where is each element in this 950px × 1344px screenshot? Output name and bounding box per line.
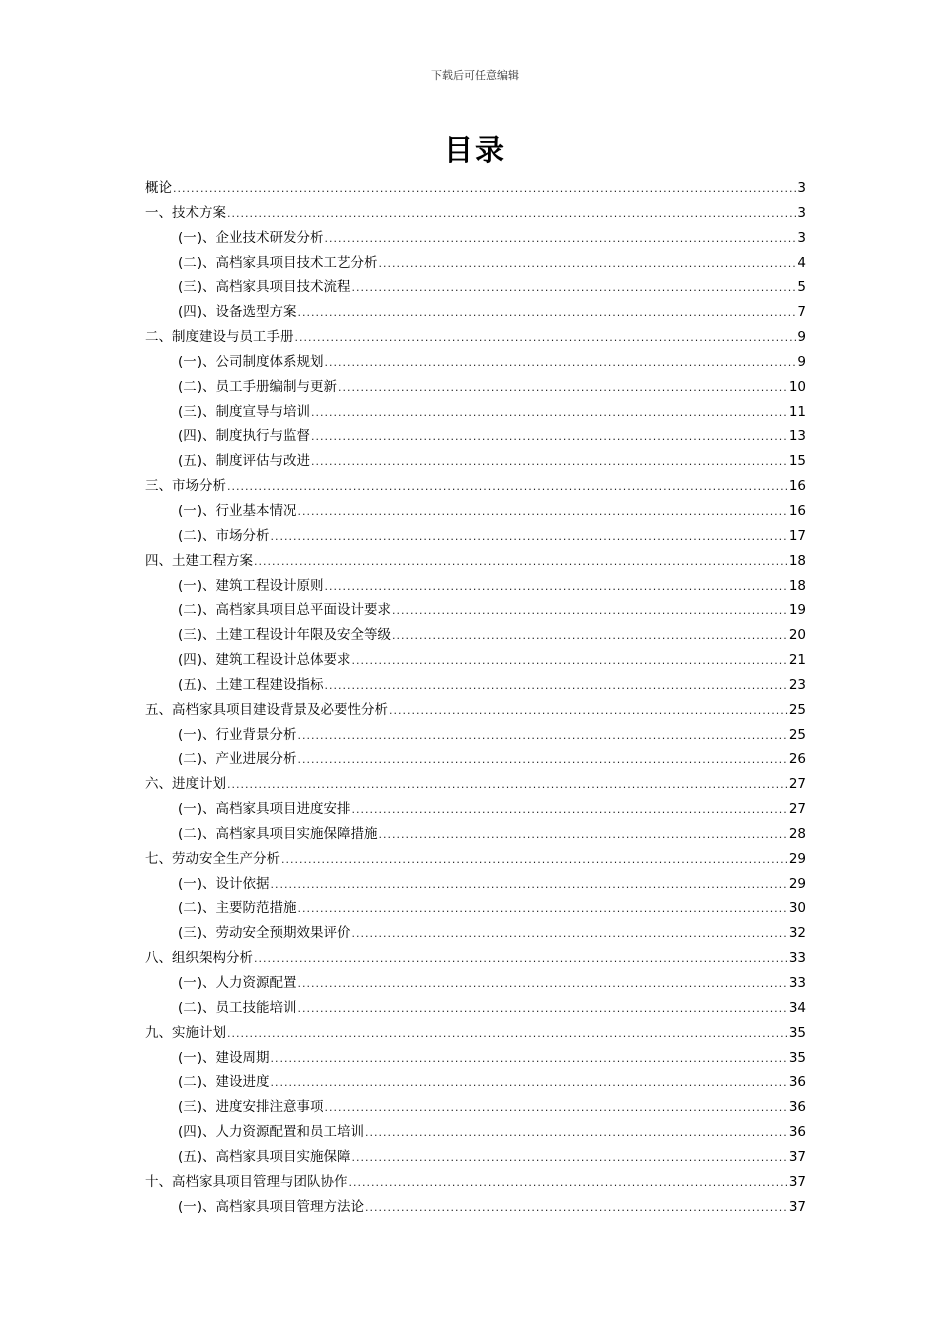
toc-page-number: 23 [788,676,806,693]
toc-dot-leader [392,624,788,649]
toc-entry-title: 七、劳动安全生产分析 [145,850,280,867]
toc-entry-title: (一)、行业背景分析 [178,726,297,743]
toc-entry[interactable] [145,1021,806,1046]
toc-entry[interactable] [145,747,806,772]
toc-entry[interactable] [145,648,806,673]
toc-dot-leader [295,326,797,351]
toc-entry[interactable] [145,549,806,574]
toc-entry-title: (三)、劳动安全预期效果评价 [178,925,351,942]
toc-dot-leader [311,425,788,450]
toc-page-number: 18 [788,552,806,569]
toc-dot-leader [389,699,788,724]
toc-entry-title: (五)、土建工程建设指标 [178,676,324,693]
toc-entry-title: (三)、制度宣导与培训 [178,403,311,420]
toc-page-number: 18 [788,577,806,594]
table-of-contents [145,176,806,1219]
toc-entry[interactable] [145,375,806,400]
toc-entry[interactable] [145,1046,806,1071]
toc-entry-title: 四、土建工程方案 [145,552,253,569]
toc-entry-title: 一、技术方案 [145,204,226,221]
toc-entry-title: (二)、建设进度 [178,1074,270,1091]
toc-entry[interactable] [145,847,806,872]
toc-dot-leader [254,947,788,972]
toc-page-number: 28 [788,825,806,842]
toc-entry[interactable] [145,176,806,201]
toc-dot-leader [379,252,797,277]
toc-dot-leader [254,550,788,575]
toc-entry[interactable] [145,449,806,474]
toc-page-number: 35 [788,1024,806,1041]
toc-entry-title: (四)、人力资源配置和员工培训 [178,1124,365,1141]
toc-dot-leader [325,575,788,600]
toc-entry-title: (四)、建筑工程设计总体要求 [178,652,351,669]
toc-entry-title: 十、高档家具项目管理与团队协作 [145,1173,348,1190]
toc-page-number: 17 [788,527,806,544]
toc-page-number: 16 [788,478,806,495]
toc-dot-leader [325,674,788,699]
toc-entry[interactable] [145,971,806,996]
toc-entry[interactable] [145,598,806,623]
toc-page-number: 15 [788,453,806,470]
toc-entry[interactable] [145,524,806,549]
toc-entry-title: (四)、设备选型方案 [178,304,297,321]
toc-dot-leader [298,997,788,1022]
toc-dot-leader [227,202,796,227]
toc-entry-title: (一)、建筑工程设计原则 [178,577,324,594]
toc-dot-leader [173,177,796,202]
toc-page-number: 30 [788,900,806,917]
toc-entry-title: (二)、主要防范措施 [178,900,297,917]
toc-entry[interactable] [145,723,806,748]
toc-entry-title: (三)、土建工程设计年限及安全等级 [178,627,392,644]
toc-entry[interactable] [145,996,806,1021]
toc-page-number: 37 [788,1173,806,1190]
toc-page-number: 36 [788,1099,806,1116]
toc-entry[interactable] [145,673,806,698]
toc-entry-title: (一)、高档家具项目管理方法论 [178,1198,365,1215]
toc-entry-title: (二)、市场分析 [178,527,270,544]
toc-page-number: 33 [788,950,806,967]
toc-dot-leader [325,351,797,376]
toc-entry[interactable] [145,424,806,449]
toc-entry[interactable] [145,1145,806,1170]
toc-entry-title: (二)、员工手册编制与更新 [178,378,338,395]
toc-page-number: 29 [788,875,806,892]
toc-entry-title: (二)、产业进展分析 [178,751,297,768]
toc-entry-title: (一)、人力资源配置 [178,975,297,991]
toc-entry[interactable] [145,872,806,897]
toc-entry[interactable] [145,921,806,946]
toc-entry[interactable] [145,623,806,648]
toc-entry-title: (四)、制度执行与监督 [178,428,311,445]
toc-entry-title: (二)、高档家具项目实施保障措施 [178,825,378,842]
toc-entry[interactable] [145,772,806,797]
toc-dot-leader [311,450,788,475]
toc-entry-title: (一)、高档家具项目进度安排 [178,801,351,818]
toc-page-number: 3 [797,204,806,221]
toc-entry[interactable] [145,226,806,251]
toc-dot-leader [325,227,797,252]
toc-page-number: 10 [788,378,806,395]
toc-page-number: 9 [797,353,806,370]
toc-page-number: 37 [788,1148,806,1165]
toc-page-number: 33 [788,975,806,991]
toc-page-number: 32 [788,925,806,942]
toc-entry-title: 五、高档家具项目建设背景及必要性分析 [145,701,388,718]
toc-page-number: 37 [788,1198,806,1215]
toc-entry[interactable] [145,1095,806,1120]
header-note: 下载后可任意编辑 [431,69,519,82]
toc-entry-title: 六、进度计划 [145,776,226,793]
toc-entry[interactable] [145,1120,806,1145]
toc-entry[interactable] [145,499,806,524]
toc-entry[interactable] [145,797,806,822]
toc-dot-leader [349,1171,788,1196]
toc-entry-title: 九、实施计划 [145,1024,226,1041]
toc-page-number: 26 [788,751,806,768]
toc-entry[interactable] [145,474,806,499]
toc-dot-leader [311,401,788,426]
toc-entry-title: (一)、公司制度体系规划 [178,353,324,370]
toc-entry[interactable] [145,1195,806,1220]
toc-dot-leader [281,848,788,873]
toc-entry[interactable] [145,350,806,375]
toc-dot-leader [379,823,788,848]
toc-page-number: 13 [788,428,806,445]
toc-dot-leader [298,500,788,525]
toc-entry[interactable] [145,1070,806,1095]
toc-page-number: 7 [797,304,806,321]
page-title: 目录 [443,133,506,167]
toc-page-number: 25 [788,726,806,743]
toc-page-number: 34 [788,999,806,1016]
toc-page-number: 19 [788,602,806,619]
toc-dot-leader [365,1196,788,1221]
toc-entry[interactable] [145,251,806,276]
toc-dot-leader [227,475,788,500]
toc-entry[interactable] [145,201,806,226]
toc-page-number: 11 [788,403,806,420]
toc-entry[interactable] [145,946,806,971]
toc-entry-title: (一)、企业技术研发分析 [178,229,324,246]
toc-entry-title: 八、组织架构分析 [145,950,253,967]
toc-page-number: 27 [788,801,806,818]
toc-entry[interactable] [145,574,806,599]
toc-entry-title: (五)、高档家具项目实施保障 [178,1148,351,1165]
toc-page-number: 4 [797,254,806,271]
toc-dot-leader [271,1071,788,1096]
toc-entry-title: (三)、进度安排注意事项 [178,1099,324,1116]
toc-dot-leader [392,599,788,624]
toc-entry[interactable] [145,325,806,350]
toc-entry[interactable] [145,822,806,847]
toc-dot-leader [365,1121,788,1146]
toc-entry[interactable] [145,400,806,425]
toc-page-number: 36 [788,1074,806,1091]
toc-page-number: 3 [797,180,806,196]
toc-entry[interactable] [145,275,806,300]
toc-dot-leader [352,798,788,823]
toc-dot-leader [271,1047,788,1072]
toc-page-number: 9 [797,329,806,346]
toc-page-number: 16 [788,502,806,519]
toc-dot-leader [352,649,788,674]
toc-dot-leader [298,748,788,773]
toc-entry-title: (一)、行业基本情况 [178,502,297,519]
toc-page-number: 36 [788,1124,806,1141]
toc-dot-leader [352,276,797,301]
toc-dot-leader [298,724,788,749]
toc-entry-title: (二)、高档家具项目总平面设计要求 [178,602,392,619]
toc-entry-title: (五)、制度评估与改进 [178,453,311,470]
toc-entry-title: (一)、设计依据 [178,875,270,892]
toc-dot-leader [298,897,788,922]
toc-page-number: 29 [788,850,806,867]
toc-dot-leader [227,773,788,798]
toc-dot-leader [271,525,788,550]
toc-dot-leader [325,1096,788,1121]
toc-entry[interactable] [145,698,806,723]
toc-page-number: 35 [788,1049,806,1066]
toc-entry-title: (二)、员工技能培训 [178,999,297,1016]
toc-entry-title: (三)、高档家具项目技术流程 [178,279,351,296]
toc-page-number: 21 [788,652,806,669]
toc-entry-title: 二、制度建设与员工手册 [145,329,294,346]
toc-dot-leader [298,972,788,997]
toc-entry-title: 三、市场分析 [145,478,226,495]
toc-entry[interactable] [145,1170,806,1195]
toc-page-number: 27 [788,776,806,793]
toc-page-number: 25 [788,701,806,718]
toc-entry[interactable] [145,300,806,325]
toc-page-number: 5 [797,279,806,296]
toc-dot-leader [227,1022,788,1047]
toc-dot-leader [352,1146,788,1171]
toc-page-number: 3 [797,229,806,246]
toc-entry-title: (一)、建设周期 [178,1049,270,1066]
toc-page-number: 20 [788,627,806,644]
toc-entry[interactable] [145,896,806,921]
toc-dot-leader [271,873,788,898]
toc-dot-leader [352,922,788,947]
toc-dot-leader [338,376,788,401]
toc-entry-title: (二)、高档家具项目技术工艺分析 [178,254,378,271]
toc-dot-leader [298,301,797,326]
toc-entry-title: 概论 [145,180,172,196]
